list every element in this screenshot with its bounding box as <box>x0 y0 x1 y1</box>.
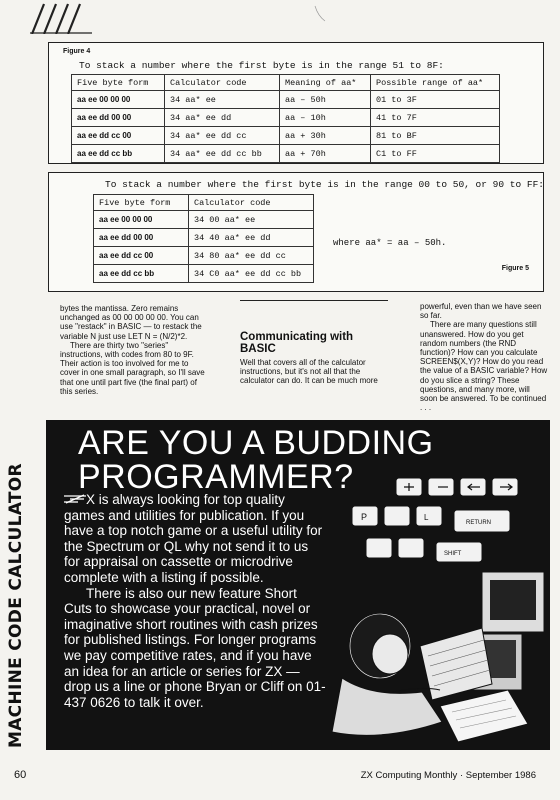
table-cell: 34 aa* ee dd cc <box>165 127 280 145</box>
table-header-row <box>94 195 314 211</box>
table-cell: 34 C0 aa* ee dd cc bb <box>189 265 314 283</box>
column-rule <box>240 300 388 301</box>
figure-label: Figure 4 <box>63 48 91 55</box>
figure-4 <box>48 42 544 164</box>
table-cell: aa – 50h <box>280 91 371 109</box>
figure-heading: To stack a number where the first byte is in the range 00 to 50, or 90 to FF: <box>105 179 544 190</box>
figure-5-table <box>93 194 314 283</box>
promo-paragraph: X is always looking for top quality games and utilities for publication. If you have a top notch game or a useful utility for the Spectrum or QL why not send it to us for appraisal on cassette or microdrive complete with a listing if possible. <box>64 492 323 585</box>
article-paragraph: powerful, even than we have seen so far. <box>420 302 542 321</box>
table-cell: aa ee dd cc 00 <box>94 247 189 265</box>
table-cell: aa ee 00 00 00 <box>94 211 189 229</box>
where-note: where aa* = aa – 50h. <box>333 238 447 248</box>
paper-mark <box>312 4 328 24</box>
zx-logo-icon <box>64 492 86 502</box>
table-cell: 41 to 7F <box>371 109 500 127</box>
key-label: SHIFT <box>444 551 462 557</box>
figure-heading: To stack a number where the first byte is in the range 51 to 8F: <box>79 60 444 71</box>
table-cell: C1 to FF <box>371 145 500 163</box>
key-label: P <box>361 512 368 522</box>
table-row <box>94 265 314 283</box>
table-row <box>72 127 500 145</box>
page-number: 60 <box>14 769 27 781</box>
table-row <box>72 145 500 163</box>
table-row <box>94 247 314 265</box>
table-row <box>72 109 500 127</box>
table-header: Calculator code <box>189 195 314 211</box>
table-cell: aa ee dd 00 00 <box>72 109 165 127</box>
table-cell: aa ee 00 00 00 <box>72 91 165 109</box>
article-subheading: Communicating with BASIC <box>240 331 354 355</box>
header-stripes <box>30 0 92 34</box>
side-title: MACHINE CODE CALCULATOR <box>6 463 26 748</box>
key <box>416 506 442 526</box>
table-cell: 01 to 3F <box>371 91 500 109</box>
table-row <box>94 229 314 247</box>
table-cell: 34 aa* ee <box>165 91 280 109</box>
table-cell: aa ee dd cc 00 <box>72 127 165 145</box>
key <box>366 538 392 558</box>
key <box>384 506 410 526</box>
table-cell: aa ee dd cc bb <box>94 265 189 283</box>
table-cell: 81 to BF <box>371 127 500 145</box>
table-cell: aa – 10h <box>280 109 371 127</box>
table-cell: aa ee dd 00 00 <box>94 229 189 247</box>
article-paragraph: There are many questions still unanswered. How do you get random numbers (the RND function)? How can you calculate SCREEN$(X,Y)? How do you read the value of a BASIC variable? How do you slice a string? These questions, and many more, will soon be answered. To be continued . . . <box>420 320 548 413</box>
table-cell: 34 aa* ee dd <box>165 109 280 127</box>
article-column-2 <box>240 358 388 386</box>
table-header: Calculator code <box>165 75 280 91</box>
table-row <box>72 91 500 109</box>
table-header: Possible range of aa* <box>371 75 500 91</box>
promo-paragraph: There is also our new feature Short Cuts to showcase your practical, novel or imaginative short routines with cash prizes for published listings. For longer programs we pay competitive rates, and if you have an idea for an article or series for ZX — drop us a line or phone Bryan or Cliff on 01-437 0626 to talk it over. <box>64 585 326 710</box>
table-cell: 34 00 aa* ee <box>189 211 314 229</box>
table-cell: 34 40 aa* ee dd <box>189 229 314 247</box>
key <box>398 538 424 558</box>
article-column-1 <box>60 304 208 396</box>
table-cell: 34 aa* ee dd cc bb <box>165 145 280 163</box>
figure-5 <box>48 172 544 292</box>
key-label: L <box>424 513 429 522</box>
table-cell: aa + 70h <box>280 145 371 163</box>
article-paragraph: bytes the mantissa. Zero remains unchanged as 00 00 00 00 00. You can use "restack" in BASIC — to restack the variable N just use LET N = (N/2)*2. <box>60 304 202 341</box>
figure-4-table <box>71 74 500 163</box>
promo-text <box>64 492 326 710</box>
article-paragraph: There are thirty two "series" instructions, with codes from 80 to 9F. Their action is too involved for me to cover in one small paragraph, so I'll save that one until part five (the final part) of this series. <box>60 340 205 396</box>
table-row <box>94 211 314 229</box>
article-column-3 <box>420 302 548 412</box>
article-paragraph: Well that covers all of the calculator instructions, but it's not all that the calculator can do. It can be much more <box>240 358 378 386</box>
promo-advert <box>46 420 550 750</box>
publication-footer: ZX Computing Monthly · September 1986 <box>360 770 536 781</box>
table-header: Five byte form <box>72 75 165 91</box>
table-header: Five byte form <box>94 195 189 211</box>
keyboard-programmer-illustration <box>332 478 548 746</box>
key-label: RETURN <box>466 520 491 526</box>
table-cell: 34 80 aa* ee dd cc <box>189 247 314 265</box>
figure-label: Figure 5 <box>501 265 529 272</box>
table-cell: aa ee dd cc bb <box>72 145 165 163</box>
promo-title-line: PROGRAMMER? <box>78 458 354 496</box>
table-header-row <box>72 75 500 91</box>
table-header: Meaning of aa* <box>280 75 371 91</box>
promo-title-line: ARE YOU A BUDDING <box>78 424 434 462</box>
table-cell: aa + 30h <box>280 127 371 145</box>
